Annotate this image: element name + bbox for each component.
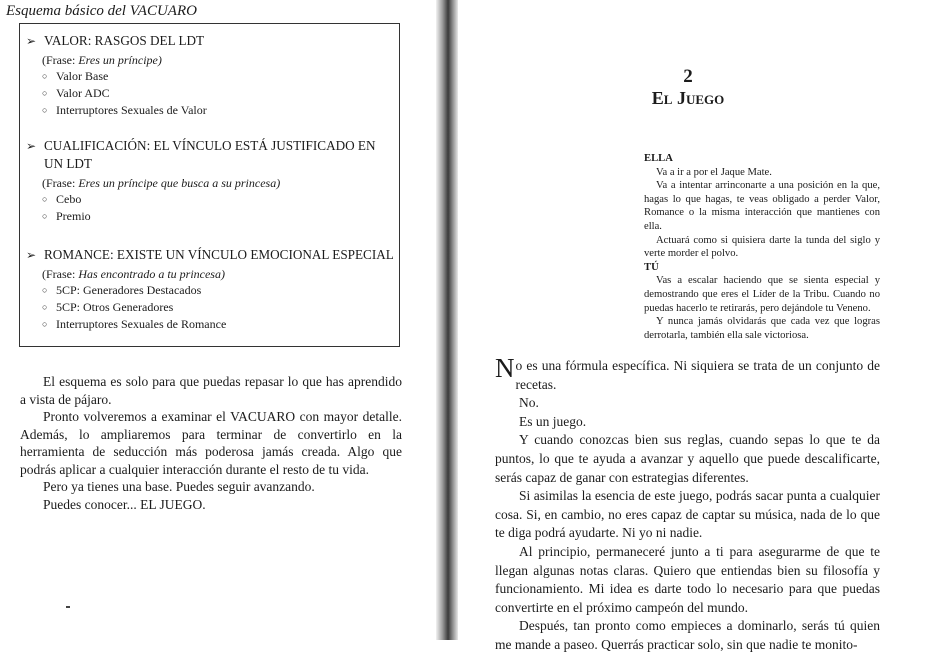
book-gutter (436, 0, 458, 640)
schema-box (19, 23, 400, 347)
list-item: ○ 5CP: Otros Generadores (42, 300, 174, 314)
section-phrase: (Frase: Eres un príncipe que busca a su princesa) (42, 176, 281, 190)
epigraph (644, 152, 880, 342)
drop-cap: N (495, 353, 515, 383)
epigraph-speaker: ELLA (644, 153, 673, 164)
arrow-bullet-icon: ➢ (26, 34, 37, 48)
page-mark (66, 606, 70, 608)
paragraph: No es una fórmula específica. Ni siquiera se trata de un conjunto de recetas. (495, 353, 880, 392)
paragraph: Y cuando conozcas bien sus reglas, cuando sepas lo que te da puntos, lo que te ayuda a avanzar y aquello que puede descalificarte, serás capaz de ganar con estrategias diferentes. (495, 432, 880, 485)
circle-bullet-icon: ○ (42, 105, 48, 115)
right-page (458, 0, 928, 652)
paragraph: Si asimilas la esencia de este juego, podrás sacar punta a cualquier cosa. Si, en cambio, no eres capaz de captar su música, nada de lo que te diga podrá ayudarte. Ni yo ni nadie. (495, 488, 880, 541)
section-phrase: (Frase: Has encontrado a tu princesa) (42, 267, 225, 281)
paragraph: Después, tan pronto como empieces a dominarlo, serás tú quien me mande a paseo. Querrás practicar solo, sin que nadie te monito- (495, 618, 880, 652)
chapter-number: 2 (683, 66, 693, 87)
paragraph: Pronto volveremos a examinar el VACUARO con mayor detalle. Además, lo ampliaremos para terminar de convertirlo en la herramienta de seducción más poderosa jamás creada. Algo que podrás aplicar a cualquier interacción durante el resto de tu vida. (20, 409, 402, 477)
paragraph: No. (519, 395, 539, 411)
paragraph: Al principio, permaneceré junto a ti para asegurarme de que te llegan algunas notas claras. Quiero que entiendas bien su filosofía y funcionamiento. Mi idea es darte todo lo necesario para que puedas convertirte en el próximo campeón del mundo. (495, 543, 880, 615)
list-item: ○ Valor Base (42, 69, 109, 83)
left-page (0, 0, 440, 640)
right-body-text (495, 353, 880, 655)
circle-bullet-icon: ○ (42, 319, 48, 329)
section-title: ROMANCE: EXISTE UN VÍNCULO EMOCIONAL ESPECIAL (44, 247, 394, 262)
epigraph-speaker: TÚ (644, 261, 659, 273)
epigraph-line: Va a intentar arrinconarte a una posición en la que, hagas lo que hagas, te veas obligado a perder Valor, Romance o la misma interacción que mantienes con ella. (644, 180, 880, 232)
paragraph: Puedes conocer... EL JUEGO. (43, 496, 206, 512)
list-item: ○ Cebo (42, 192, 82, 206)
epigraph-line: Va a ir a por el Jaque Mate. (656, 166, 772, 178)
list-item: ○ 5CP: Generadores Destacados (42, 283, 202, 297)
list-item: ○ Valor ADC (42, 86, 110, 100)
paragraph: El esquema es solo para que puedas repasar lo que has aprendido a vista de pájaro. (20, 374, 402, 407)
list-item: ○ Premio (42, 209, 91, 223)
page-header: Esquema básico del VACUARO (6, 3, 197, 19)
arrow-bullet-icon: ➢ (26, 248, 37, 262)
arrow-bullet-icon: ➢ (26, 139, 37, 153)
circle-bullet-icon: ○ (42, 211, 48, 221)
list-item: ○ Interruptores Sexuales de Valor (42, 103, 207, 117)
schema-section-cualificacion (20, 137, 399, 225)
section-title: CUALIFICACIÓN: EL VÍNCULO ESTÁ JUSTIFICADO EN UN LDT (44, 138, 376, 171)
circle-bullet-icon: ○ (42, 302, 48, 312)
circle-bullet-icon: ○ (42, 285, 48, 295)
circle-bullet-icon: ○ (42, 88, 48, 98)
section-title: VALOR: RASGOS DEL LDT (44, 33, 205, 48)
list-item: ○ Interruptores Sexuales de Romance (42, 317, 227, 331)
schema-section-valor (20, 32, 399, 119)
paragraph: Pero ya tienes una base. Puedes seguir avanzando. (43, 479, 315, 494)
left-body-text (20, 373, 402, 513)
chapter-title: El Juego (651, 88, 725, 108)
epigraph-line: Vas a escalar haciendo que se sienta especial y demostrando que eres el Líder de la Tribu. Cuando no puedas hacerlo te retirarás, pero dejándole tu Veneno. (644, 275, 880, 314)
paragraph: Es un juego. (519, 413, 587, 429)
epigraph-line: Actuará como si quisiera darte la tunda del siglo y verte morder el polvo. (644, 234, 880, 260)
schema-section-romance (20, 246, 399, 333)
section-phrase: (Frase: Eres un príncipe) (42, 53, 162, 67)
circle-bullet-icon: ○ (42, 194, 48, 204)
epigraph-line: Y nunca jamás olvidarás que cada vez que logras derrotarla, también ella sale victoriosa. (644, 316, 880, 341)
circle-bullet-icon: ○ (42, 71, 48, 81)
